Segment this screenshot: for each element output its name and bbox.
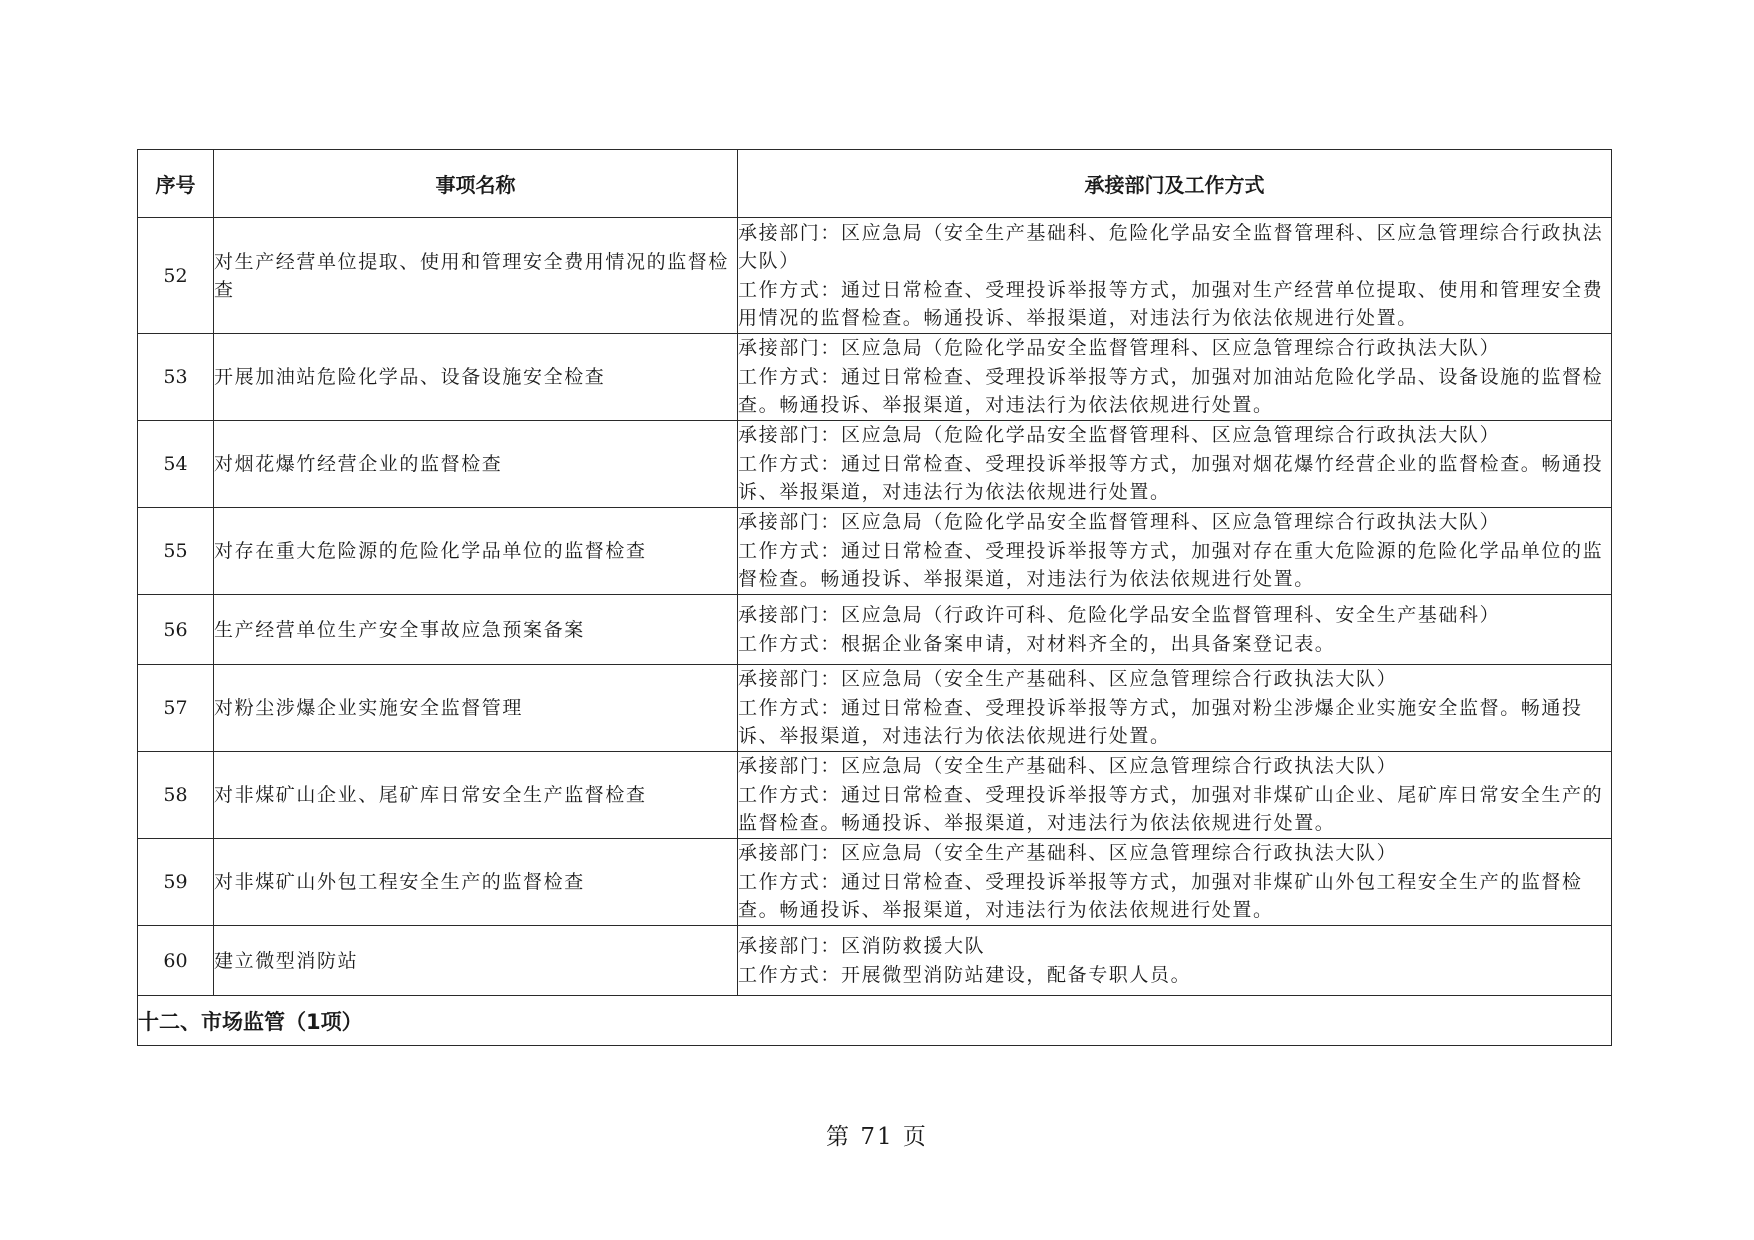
- row-number: 55: [138, 508, 214, 595]
- row-number: 54: [138, 421, 214, 508]
- row-dept-method: [738, 421, 1612, 508]
- row-item-name: 建立微型消防站: [214, 926, 738, 996]
- dept-line: 承接部门：区应急局（安全生产基础科、区应急管理综合行政执法大队）: [738, 842, 1398, 865]
- section-heading: 十二、市场监管（1项）: [138, 996, 1612, 1046]
- method-line: 工作方式：通过日常检查、受理投诉举报等方式，加强对非煤矿山企业、尾矿库日常安全生产的监督检查。畅通投诉、举报渠道，对违法行为依法依规进行处置。: [738, 783, 1604, 835]
- table-row: [138, 595, 1612, 665]
- row-dept-method: [738, 926, 1612, 996]
- dept-line: 承接部门：区消防救援大队: [738, 935, 986, 958]
- page-number: 第 71 页: [826, 1124, 928, 1150]
- row-item-name: 对生产经营单位提取、使用和管理安全费用情况的监督检查: [214, 218, 738, 334]
- row-item-name: 开展加油站危险化学品、设备设施安全检查: [214, 334, 738, 421]
- row-item-name: 生产经营单位生产安全事故应急预案备案: [214, 595, 738, 665]
- header-index: 序号: [138, 150, 214, 218]
- row-number: 60: [138, 926, 214, 996]
- row-number: 57: [138, 665, 214, 752]
- row-number: 52: [138, 218, 214, 334]
- row-number: 53: [138, 334, 214, 421]
- table-row: [138, 752, 1612, 839]
- row-dept-method: [738, 839, 1612, 926]
- dept-line: 承接部门：区应急局（安全生产基础科、危险化学品安全监督管理科、区应急管理综合行政执法大队）: [738, 221, 1604, 273]
- row-dept-method: [738, 334, 1612, 421]
- row-dept-method: [738, 218, 1612, 334]
- method-line: 工作方式：通过日常检查、受理投诉举报等方式，加强对烟花爆竹经营企业的监督检查。畅通投诉、举报渠道，对违法行为依法依规进行处置。: [738, 452, 1604, 504]
- row-dept-method: [738, 508, 1612, 595]
- dept-line: 承接部门：区应急局（行政许可科、危险化学品安全监督管理科、安全生产基础科）: [738, 604, 1501, 627]
- header-item-name: 事项名称: [214, 150, 738, 218]
- method-line: 工作方式：通过日常检查、受理投诉举报等方式，加强对生产经营单位提取、使用和管理安全费用情况的监督检查。畅通投诉、举报渠道，对违法行为依法依规进行处置。: [738, 278, 1604, 329]
- table-header-row: [138, 150, 1612, 218]
- row-dept-method: [738, 752, 1612, 839]
- method-line: 工作方式：通过日常检查、受理投诉举报等方式，加强对非煤矿山外包工程安全生产的监督检查。畅通投诉、举报渠道，对违法行为依法依规进行处置。: [738, 870, 1583, 922]
- row-dept-method: [738, 665, 1612, 752]
- method-line: 工作方式：通过日常检查、受理投诉举报等方式，加强对存在重大危险源的危险化学品单位的监督检查。畅通投诉、举报渠道，对违法行为依法依规进行处置。: [738, 539, 1604, 591]
- section-row: [138, 996, 1612, 1046]
- header-dept-method: 承接部门及工作方式: [738, 150, 1612, 218]
- row-item-name: 对存在重大危险源的危险化学品单位的监督检查: [214, 508, 738, 595]
- row-item-name: 对烟花爆竹经营企业的监督检查: [214, 421, 738, 508]
- table-row: [138, 334, 1612, 421]
- row-number: 59: [138, 839, 214, 926]
- row-item-name: 对非煤矿山外包工程安全生产的监督检查: [214, 839, 738, 926]
- dept-line: 承接部门：区应急局（危险化学品安全监督管理科、区应急管理综合行政执法大队）: [738, 424, 1501, 447]
- row-item-name: 对非煤矿山企业、尾矿库日常安全生产监督检查: [214, 752, 738, 839]
- row-number: 58: [138, 752, 214, 839]
- table-row: [138, 926, 1612, 996]
- dept-line: 承接部门：区应急局（危险化学品安全监督管理科、区应急管理综合行政执法大队）: [738, 337, 1501, 360]
- table-row: [138, 665, 1612, 752]
- row-item-name: 对粉尘涉爆企业实施安全监督管理: [214, 665, 738, 752]
- table-row: [138, 218, 1612, 334]
- dept-line: 承接部门：区应急局（安全生产基础科、区应急管理综合行政执法大队）: [738, 755, 1398, 778]
- row-dept-method: [738, 595, 1612, 665]
- row-number: 56: [138, 595, 214, 665]
- method-line: 工作方式：根据企业备案申请，对材料齐全的，出具备案登记表。: [738, 632, 1336, 655]
- method-line: 工作方式：开展微型消防站建设，配备专职人员。: [738, 963, 1192, 986]
- method-line: 工作方式：通过日常检查、受理投诉举报等方式，加强对加油站危险化学品、设备设施的监督检查。畅通投诉、举报渠道，对违法行为依法依规进行处置。: [738, 365, 1604, 417]
- table-row: [138, 421, 1612, 508]
- method-line: 工作方式：通过日常检查、受理投诉举报等方式，加强对粉尘涉爆企业实施安全监督。畅通投诉、举报渠道，对违法行为依法依规进行处置。: [738, 696, 1583, 748]
- dept-line: 承接部门：区应急局（安全生产基础科、区应急管理综合行政执法大队）: [738, 668, 1398, 691]
- table-row: [138, 839, 1612, 926]
- items-table: [137, 149, 1612, 1046]
- table-row: [138, 508, 1612, 595]
- dept-line: 承接部门：区应急局（危险化学品安全监督管理科、区应急管理综合行政执法大队）: [738, 511, 1501, 534]
